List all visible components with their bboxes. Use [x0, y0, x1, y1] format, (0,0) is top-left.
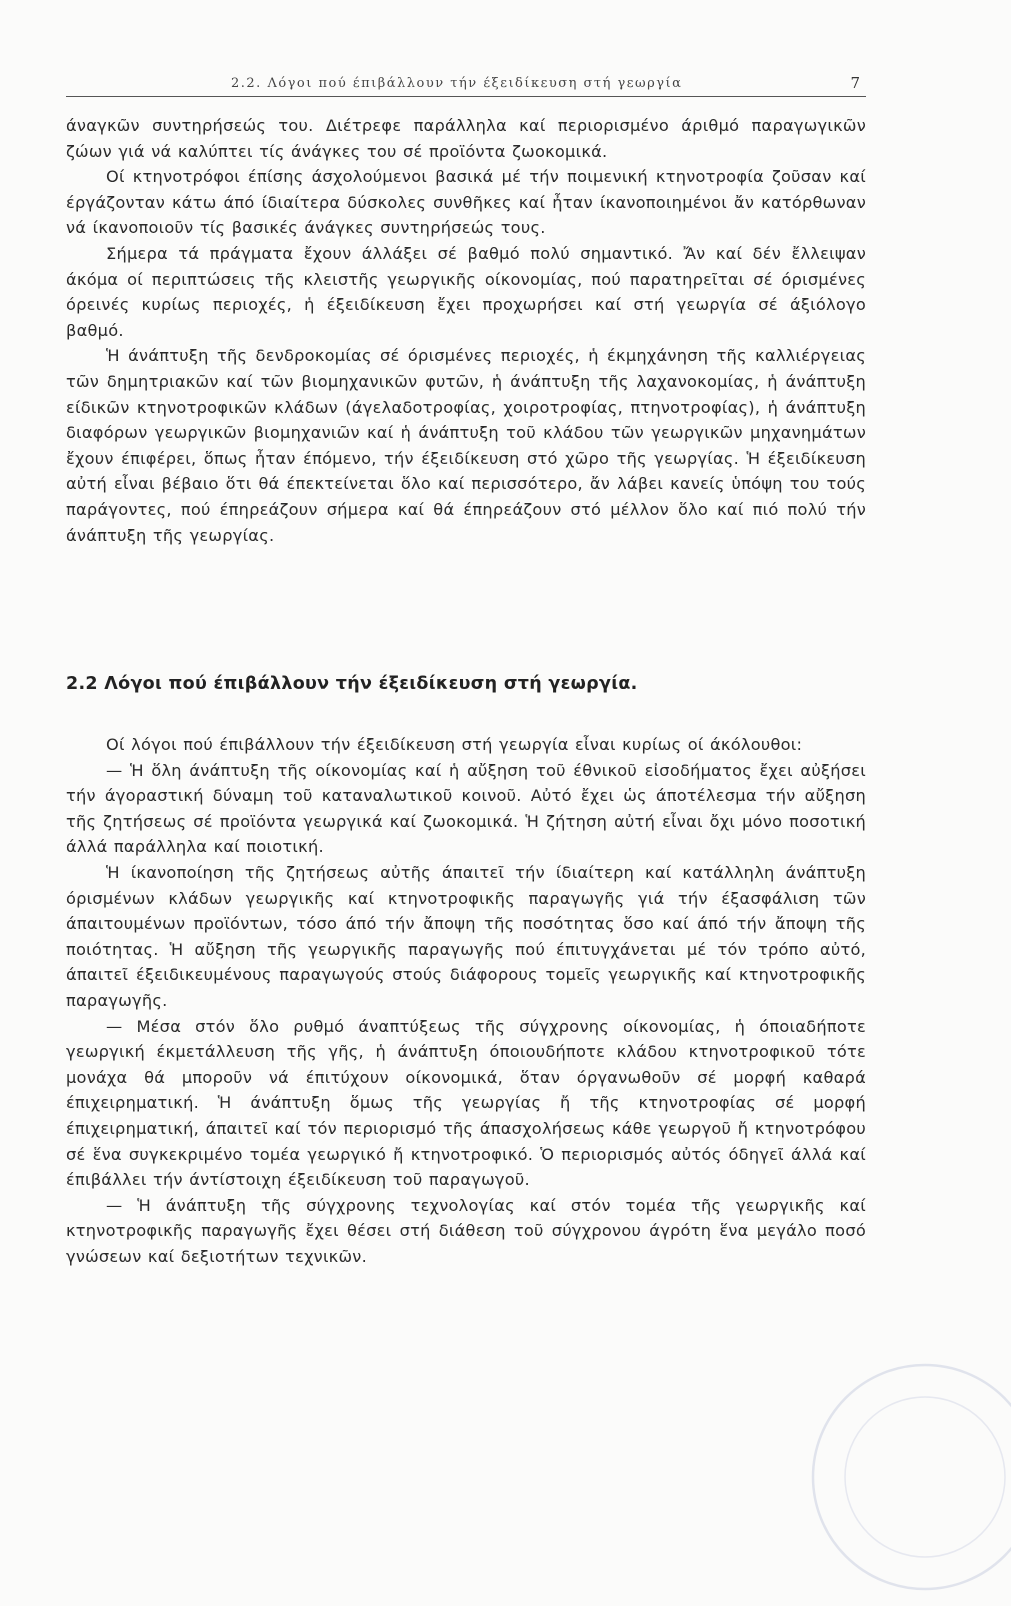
- paragraph: Ἡ άνάπτυξη τῆς δενδροκομίας σέ όρισμένες περιοχές, ἡ έκμηχάνηση τῆς καλλιέργειας τῶν δημητριακῶν καί τῶν βιομηχανικῶν φυτῶν, ἡ άνάπτυξη τῆς λαχανοκομίας, ἡ άνάπτυξη είδικῶν κτηνοτροφικῶν κλάδων (άγελαδοτροφίας, χοιροτροφίας, πτηνοτροφίας), ἡ άνάπτυξη διαφόρων γεωργικῶν βιομηχανιῶν καί ἡ άνάπτυξη τοῦ κλάδου τῶν γεωργικῶν μηχανημάτων ἔχουν έπιφέρει, ὅπως ἦταν έπόμενο, τήν έξειδίκευση στό χῶρο τῆς γεωργίας. Ἡ έξειδίκευση αὐτή εἶναι βέβαιο ὅτι θά έπεκτείνεται ὅλο καί περισσότερο, ἄν λάβει κανείς ὑπόψη του τούς παράγοντες, πού έπηρεάζουν σήμερα καί θά έπηρεάζουν στό μέλλον ὅλο καί πιό πολύ τήν άνάπτυξη τῆς γεωργίας.: [66, 346, 866, 545]
- page-number: 7: [850, 74, 860, 92]
- paragraph: Οί κτηνοτρόφοι έπίσης άσχολούμενοι βασικά μέ τήν ποιμενική κτηνοτροφία ζοῦσαν καί έργάζονταν κάτω άπό ίδιαίτερα δύσκολες συνθῆκες καί ἦταν ίκανοποιημένοι ἄν κατόρθωναν νά ίκανοποιοῦν τίς βασικές άνάγκες συντηρήσεώς τους.: [66, 167, 866, 238]
- paragraph: — Ἡ ὅλη άνάπτυξη τῆς οίκονομίας καί ἡ αὔξηση τοῦ έθνικοῦ εἰσοδήματος ἔχει αὐξήσει τήν άγοραστική δύναμη τοῦ καταναλωτικοῦ κοινοῦ. Αὐτό ἔχει ὡς άποτέλεσμα τήν αὔξηση τῆς ζητήσεως σέ προϊόντα γεωργικά καί ζωοκομικά. Ἡ ζήτηση αὐτή εἶναι ὄχι μόνο ποσοτική άλλά παράλληλα καί ποιοτική.: [66, 760, 866, 857]
- paragraph: άναγκῶν συντηρήσεώς του. Διέτρεφε παράλληλα καί περιορισμένο άριθμό παραγωγικῶν ζώων γιά νά καλύπτει τίς άνάγκες του σέ προϊόντα ζωοκομικά.: [66, 116, 866, 161]
- paragraph: Οί λόγοι πού έπιβάλλουν τήν έξειδίκευση στή γεωργία εἶναι κυρίως οί άκόλουθοι:: [106, 735, 803, 754]
- library-stamp-icon: [800, 1352, 1011, 1602]
- paragraph: — Μέσα στόν ὅλο ρυθμό άναπτύξεως τῆς σύγχρονης οίκονομίας, ἡ όποιαδήποτε γεωργική έκμετάλλευση τῆς γῆς, ἡ άνάπτυξη όποιουδήποτε κλάδου κτηνοτροφικοῦ τότε μονάχα θά μποροῦν νά έπιτύχουν οίκονομικά, ὅταν όργανωθοῦν σέ μορφή καθαρά έπιχειρηματική. Ἡ άνάπτυξη ὅμως τῆς γεωργίας ἤ τῆς κτηνοτροφίας σέ μορφή έπιχειρηματική, άπαιτεῖ καί τόν περιορισμό τῆς άπασχολήσεως κάθε γεωργοῦ ἤ κτηνοτρόφου σέ ἕνα συγκεκριμένο τομέα γεωργικό ἤ κτηνοτροφικό. Ὁ περιορισμός αὐτός όδηγεῖ άλλά καί έπιβάλλει τήν άντίστοιχη έξειδίκευση τοῦ παραγωγοῦ.: [66, 1016, 866, 1190]
- text-block-top: [66, 113, 866, 548]
- paragraph: Ἡ ίκανοποίηση τῆς ζητήσεως αὐτῆς άπαιτεῖ τήν ίδιαίτερη καί κατάλληλη άνάπτυξη όρισμένων κλάδων γεωργικῆς καί κτηνοτροφικῆς παραγωγῆς γιά τήν έξασφάλιση τῶν άπαιτουμένων προϊόντων, τόσο άπό τήν ἄποψη τῆς ποσότητας ὅσο καί άπό τήν ἄποψη τῆς ποιότητας. Ἡ αὔξηση τῆς γεωργικῆς παραγωγῆς πού έπιτυγχάνεται μέ τόν τρόπο αὐτό, άπαιτεῖ έξειδικευμένους παραγωγούς στούς διάφορους τομεῖς γεωργικῆς καί κτηνοτροφικῆς παραγωγῆς.: [66, 862, 866, 1010]
- paragraph: — Ἡ άνάπτυξη τῆς σύγχρονης τεχνολογίας καί στόν τομέα τῆς γεωργικῆς καί κτηνοτροφικῆς παραγωγῆς ἔχει θέσει στή διάθεση τοῦ σύγχρονου άγρότη ἕνα μεγάλο ποσό γνώσεων καί δεξιοτήτων τεχνικῶν.: [66, 1195, 866, 1266]
- running-title: 2.2. Λόγοι πού έπιβάλλουν τήν έξειδίκευση στή γεωργία: [231, 76, 683, 91]
- paragraph: Σήμερα τά πράγματα ἔχουν άλλάξει σέ βαθμό πολύ σημαντικό. Ἄν καί δέν ἔλλειψαν άκόμα οί περιπτώσεις τῆς κλειστῆς γεωργικῆς οίκονομίας, πού παρατηρεῖται σέ όρισμένες όρεινές κυρίως περιοχές, ἡ έξειδίκευση ἔχει προχωρήσει καί στή γεωργία σέ άξιόλογο βαθμό.: [66, 243, 866, 340]
- running-header: [66, 70, 866, 97]
- section-heading: 2.2 Λόγοι πού έπιβάλλουν τήν έξειδίκευση στή γεωργία.: [66, 674, 638, 694]
- text-block-bottom: [66, 732, 866, 1269]
